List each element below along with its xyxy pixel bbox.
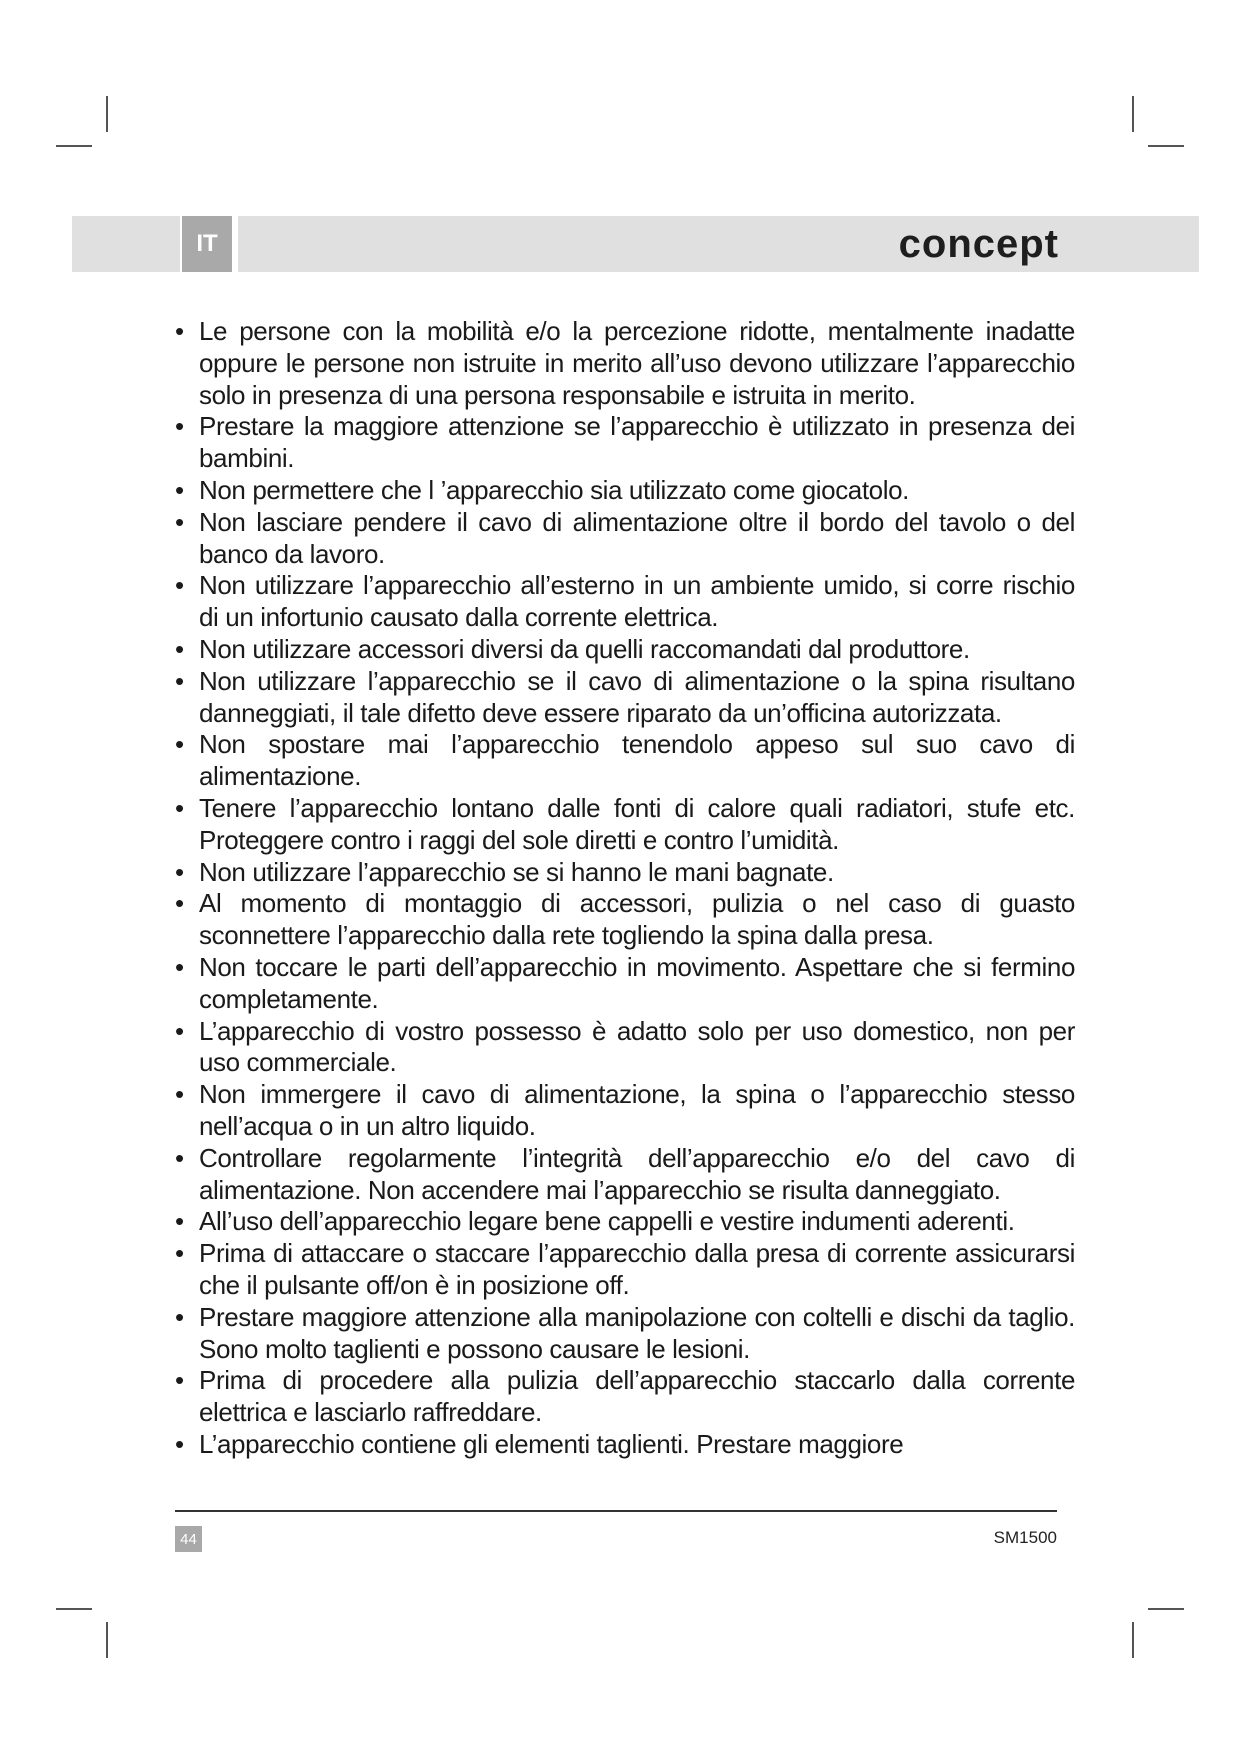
brand-logo: concept (898, 222, 1059, 266)
crop-mark-bottom-left-horizontal (56, 1608, 92, 1610)
list-item: • Non utilizzare l’apparecchio all’esterno in un ambiente umido, si corre rischio di un infortunio causato dalla corrente elettrica. (175, 570, 1075, 634)
list-item: • All’uso dell’apparecchio legare bene cappelli e vestire indumenti aderenti. (175, 1206, 1075, 1238)
crop-mark-top-right-horizontal (1148, 145, 1184, 147)
crop-mark-bottom-right-vertical (1132, 1622, 1134, 1658)
list-item: • Non permettere che l ’apparecchio sia utilizzato come giocatolo. (175, 475, 1075, 507)
safety-instructions-list (175, 316, 1075, 1461)
list-item: • Prestare la maggiore attenzione se l’apparecchio è utilizzato in presenza dei bambini. (175, 411, 1075, 475)
list-item: • Non utilizzare l’apparecchio se il cavo di alimentazione o la spina risultano danneggiati, il tale difetto deve essere riparato da un’officina autorizzata. (175, 666, 1075, 730)
list-item: • L’apparecchio contiene gli elementi taglienti. Prestare maggiore (175, 1429, 1075, 1461)
list-item: • Tenere l’apparecchio lontano dalle fonti di calore quali radiatori, stufe etc. Proteggere contro i raggi del sole diretti e contro l’umidità. (175, 793, 1075, 857)
crop-mark-bottom-right-horizontal (1148, 1608, 1184, 1610)
crop-mark-top-left-vertical (106, 96, 108, 132)
crop-mark-bottom-left-vertical (106, 1622, 108, 1658)
crop-mark-top-left-horizontal (56, 145, 92, 147)
list-item: • Non toccare le parti dell’apparecchio in movimento. Aspettare che si fermino completamente. (175, 952, 1075, 1016)
list-item: • Al momento di montaggio di accessori, pulizia o nel caso di guasto sconnettere l’apparecchio dalla rete togliendo la spina dalla presa. (175, 888, 1075, 952)
list-item: • Prima di attaccare o staccare l’apparecchio dalla presa di corrente assicurarsi che il pulsante off/on è in posizione off. (175, 1238, 1075, 1302)
list-item: • Controllare regolarmente l’integrità dell’apparecchio e/o del cavo di alimentazione. Non accendere mai l’apparecchio se risulta danneggiato. (175, 1143, 1075, 1207)
model-number: SM1500 (993, 1528, 1057, 1547)
list-item: • Non utilizzare l’apparecchio se si hanno le mani bagnate. (175, 857, 1075, 889)
language-badge: IT (180, 216, 238, 272)
list-item: • Le persone con la mobilità e/o la percezione ridotte, mentalmente inadatte oppure le persone non istruite in merito all’uso devono utilizzare l’apparecchio solo in presenza di una persona responsabile e istruita in merito. (175, 316, 1075, 411)
crop-mark-top-right-vertical (1132, 96, 1134, 132)
page-number: 44 (175, 1526, 202, 1552)
footer-divider (175, 1510, 1057, 1512)
list-item: • L’apparecchio di vostro possesso è adatto solo per uso domestico, non per uso commerciale. (175, 1016, 1075, 1080)
list-item: • Non utilizzare accessori diversi da quelli raccomandati dal produttore. (175, 634, 1075, 666)
list-item: • Non spostare mai l’apparecchio tenendolo appeso sul suo cavo di alimentazione. (175, 729, 1075, 793)
list-item: • Prima di procedere alla pulizia dell’apparecchio staccarlo dalla corrente elettrica e lasciarlo raffreddare. (175, 1365, 1075, 1429)
list-item: • Non immergere il cavo di alimentazione, la spina o l’apparecchio stesso nell’acqua o in un altro liquido. (175, 1079, 1075, 1143)
list-item: • Prestare maggiore attenzione alla manipolazione con coltelli e dischi da taglio. Sono molto taglienti e possono causare le lesioni. (175, 1302, 1075, 1366)
list-item: • Non lasciare pendere il cavo di alimentazione oltre il bordo del tavolo o del banco da lavoro. (175, 507, 1075, 571)
